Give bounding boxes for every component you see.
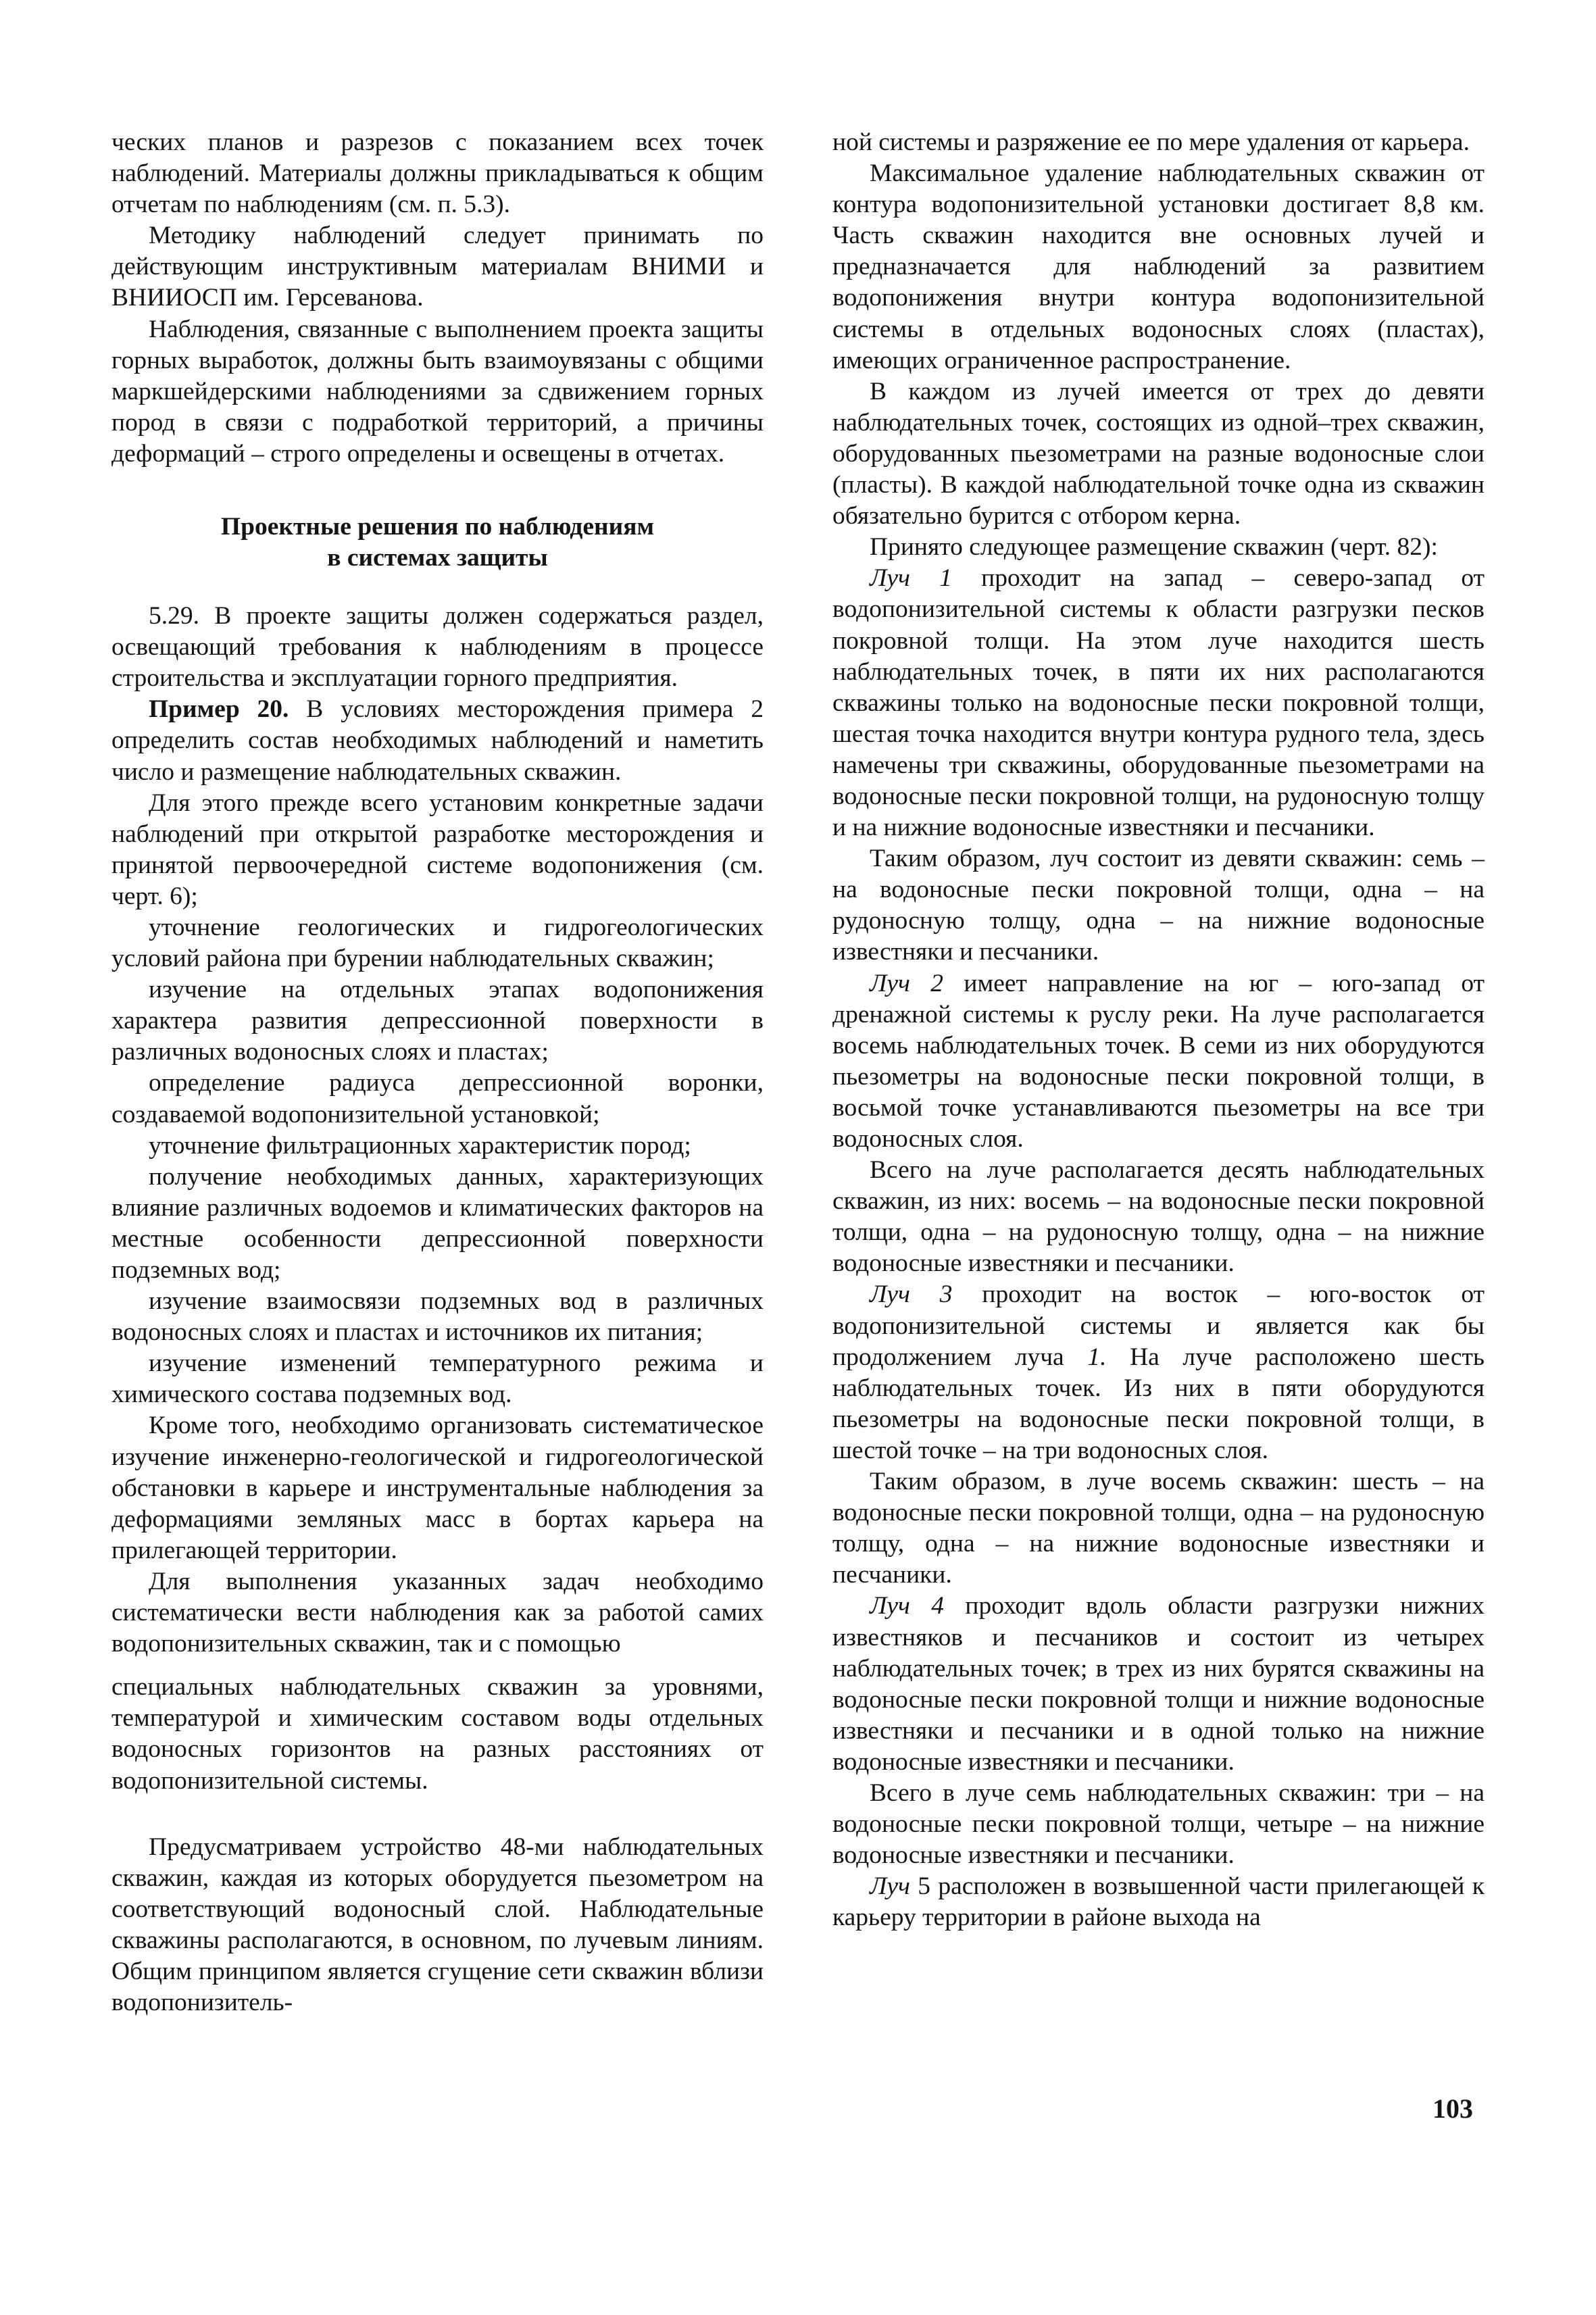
ray-text: проходит на восток – юго-восток от водопонизительной системы и является как бы продолжением луча bbox=[832, 1280, 1485, 1371]
example-text: В условиях месторождения примера 2 определить состав необходимых наблюдений и наметить число и размещение наблюдательных скважин. bbox=[111, 695, 764, 786]
paragraph: Методику наблюдений следует принимать по действующим инструктивным материалам ВНИМИ и ВНИИОСП им. Герсеванова. bbox=[111, 222, 764, 312]
clause-number: 5.29. bbox=[149, 602, 199, 630]
paragraph-example-20 bbox=[111, 694, 764, 787]
paragraph-ray-4 bbox=[832, 1591, 1485, 1778]
paragraph: Максимальное удаление наблюдательных скважин от контура водопонизительной установки достигает 8,8 км. Часть скважин находится вне основных лучей и предназначается для наблюдений за развитием водопонижения внутри контура водопонизительной системы в отдельных водоносных слоях (пластах), имеющих ограниченное распространение. bbox=[832, 159, 1485, 374]
ray-text: проходит на запад – северо-запад от водопонизительной системы к области разгрузки песков покровной толщи. На этом луче находится шесть наблюдательных точек, в пяти их них располагаются скважины только на водоносные пески покровной толщи, шестая точка находится внутри контура рудного тела, здесь намечены три скважины, оборудованные пьезометрами на водоносные пески покровной толщи, на рудоносную толщу и на нижние водоносные известняки и песчаники. bbox=[832, 564, 1485, 842]
ray-label: Луч 1 bbox=[870, 564, 952, 593]
ray-label: Луч 2 bbox=[870, 969, 944, 997]
paragraph: Всего на луче располагается десять наблюдательных скважин, из них: восемь – на водоносные пески покровной толщи, одна – на рудоносную толщу, одна – на нижние водоносные известняки и песчаники. bbox=[832, 1156, 1485, 1278]
paragraph: Таким образом, в луче восемь скважин: шесть – на водоносные пески покровной толщи, одна – на рудоносную толщу, одна – на нижние водоносные известняки и песчаники. bbox=[832, 1468, 1485, 1589]
ray-text-continued: На луче расположено шесть наблюдательных точек. Из них в пяти оборудуются пьезометры на водоносные пески покровной толщи, в шестой точке – на три водоносных слоя. bbox=[832, 1343, 1485, 1464]
list-item: определение радиуса депрессионной воронки, создаваемой водопонизительной установкой; bbox=[111, 1069, 764, 1128]
paragraph: В каждом из лучей имеется от трех до девяти наблюдательных точек, состоящих из одной–трех скважин, оборудованных пьезометрами на разные водоносные слои (пласты). В каждой наблюдательной точке одна из скважин обязательно бурится с отбором керна. bbox=[832, 377, 1485, 530]
list-item: изучение взаимосвязи подземных вод в различных водоносных слоях и пластах и источников их питания; bbox=[111, 1287, 764, 1347]
list-item: изучение изменений температурного режима и химического состава подземных вод. bbox=[111, 1349, 764, 1409]
ray-text: 5 расположен в возвышенной части прилегающей к карьеру территории в районе выхода на bbox=[832, 1872, 1485, 1932]
paragraph: Всего в луче семь наблюдательных скважин: три – на водоносные пески покровной толщи, четыре – на нижние водоносные известняки и песчаники. bbox=[832, 1778, 1485, 1870]
section-heading bbox=[111, 512, 764, 574]
paragraph: Для этого прежде всего установим конкретные задачи наблюдений при открытой разработке месторождения и принятой первоочередной системе водопонижения (см. черт. 6); bbox=[111, 789, 764, 910]
paragraph-5-29 bbox=[111, 601, 764, 694]
paragraph: ной системы и разряжение ее по мере удаления от карьера. bbox=[832, 128, 1470, 156]
clause-text: В проекте защиты должен содержаться раздел, освещающий требования к наблюдениям в процессе строительства и эксплуатации горного предприятия. bbox=[111, 602, 764, 693]
paragraph-ray-1 bbox=[832, 563, 1485, 843]
paragraph: Для выполнения указанных задач необходимо систематически вести наблюдения как за работой самих водопонизительных скважин, так и с помощью bbox=[111, 1567, 764, 1658]
section-heading-line-2: в системах защиты bbox=[327, 544, 548, 572]
ray-text: имеет направление на юг – юго-запад от дренажной системы к руслу реки. На луче располагается восемь наблюдательных точек. В семи из них оборудуются пьезометры на водоносные пески покровной толщи, в восьмой точке устанавливаются пьезометры на все три водоносных слоя. bbox=[832, 969, 1485, 1153]
paragraph: Принято следующее размещение скважин (черт. 82): bbox=[870, 533, 1438, 562]
ray-reference: 1. bbox=[1087, 1343, 1107, 1371]
paragraph: специальных наблюдательных скважин за уровнями, температурой и химическим составом воды отдельных водоносных горизонтов на разных расстояниях от водопонизительной системы. bbox=[111, 1673, 764, 1795]
example-label: Пример 20. bbox=[149, 695, 289, 724]
paragraph-ray-5 bbox=[832, 1871, 1485, 1933]
paragraph-ray-2 bbox=[832, 968, 1485, 1155]
paragraph: Предусматриваем устройство 48-ми наблюдательных скважин, каждая из которых оборудуется пьезометром на соответствующий водоносный слой. Наблюдательные скважины располагаются, в основном, по лучевым линиям. Общим принципом является сгущение сети скважин вблизи водопонизитель- bbox=[111, 1833, 764, 2017]
page-number: 103 bbox=[1432, 2093, 1473, 2124]
ray-text: проходит вдоль области разгрузки нижних известняков и песчаников и состоит из четырех наблюдательных точек; в трех из них бурятся скважины на водоносные пески покровной толщи и нижние водоносные известняки и песчаники и в одной только на нижние водоносные известняки и песчаники. bbox=[832, 1592, 1485, 1776]
list-item: получение необходимых данных, характеризующих влияние различных водоемов и климатических факторов на местные особенности депрессионной поверхности подземных вод; bbox=[111, 1162, 764, 1284]
paragraph: Наблюдения, связанные с выполнением проекта защиты горных выработок, должны быть взаимоувязаны с общими маркшейдерскими наблюдениями за сдвижением горных пород в связи с подработкой территорий, а причины деформаций – строго определены и освещены в отчетах. bbox=[111, 315, 764, 468]
list-item: уточнение геологических и гидрогеологических условий района при бурении наблюдательных скважин; bbox=[111, 913, 764, 973]
list-item: уточнение фильтрационных характеристик пород; bbox=[149, 1131, 691, 1160]
paragraph-ray-3 bbox=[832, 1279, 1485, 1466]
left-column bbox=[111, 127, 764, 2018]
paragraph: Таким образом, луч состоит из девяти скважин: семь – на водоносные пески покровной толщи, одна – на рудоносную толщу, одна – на нижние водоносные известняки и песчаники. bbox=[832, 845, 1485, 966]
right-column bbox=[832, 127, 1485, 1933]
paragraph: ческих планов и разрезов с показанием всех точек наблюдений. Материалы должны прикладываться к общим отчетам по наблюдениям (см. п. 5.3). bbox=[111, 128, 764, 219]
ray-label: Луч 3 bbox=[870, 1280, 953, 1309]
ray-label: Луч bbox=[870, 1872, 910, 1901]
list-item: изучение на отдельных этапах водопонижения характера развития депрессионной поверхности в различных водоносных слоях и пластах; bbox=[111, 976, 764, 1066]
paragraph: Кроме того, необходимо организовать систематическое изучение инженерно-геологической и гидрогеологической обстановки в карьере и инструментальные наблюдения за деформациями земляных масс в бортах карьера на прилегающей территории. bbox=[111, 1412, 764, 1564]
ray-label: Луч 4 bbox=[870, 1592, 945, 1620]
section-heading-line-1: Проектные решения по наблюдениям bbox=[220, 513, 655, 541]
